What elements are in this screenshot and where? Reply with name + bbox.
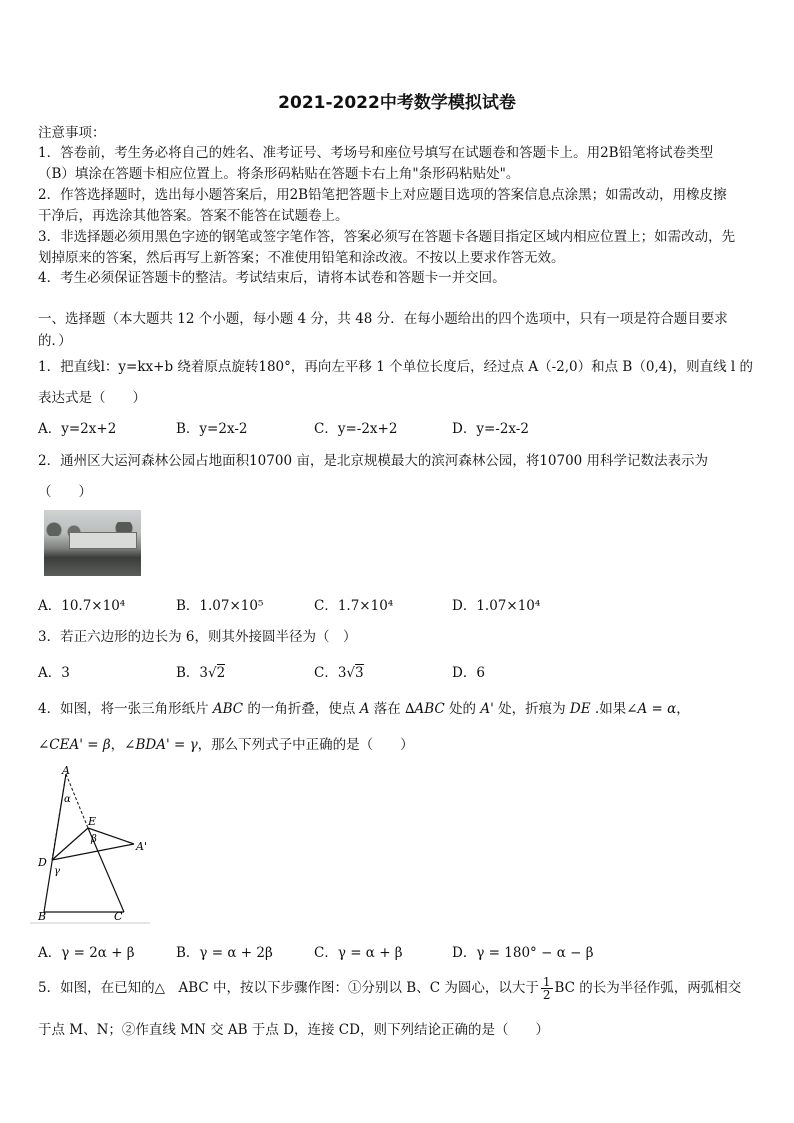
q4-math: A [359, 701, 370, 717]
q4-math: ∠BDA' = γ [124, 737, 198, 753]
q4-text: 落在 [369, 701, 406, 717]
q5-text: 5．如图，在已知的△ ABC 中，按以下步骤作图：①分别以 B、C 为圆心，以大于 [38, 980, 539, 996]
q2-option-b: B．1.07×10⁵ [176, 598, 264, 614]
q3-option-c-label: C．3 [314, 665, 347, 681]
q4-option-a: A．γ = 2α + β [38, 945, 135, 961]
q3-option-c [314, 661, 364, 681]
notice-line: 1．答卷前，考生务必将自己的姓名、准考证号、考场号和座位号填写在试题卷和答题卡上。用2B铅笔将试卷类型 [38, 145, 714, 161]
fraction-numerator: 1 [542, 975, 551, 989]
notice-line: 划掉原来的答案，然后再写上新答案；不准使用铅笔和涂改液。不按以上要求作答无效。 [38, 250, 565, 266]
park-photo [44, 510, 141, 576]
q4-text: ，那么下列式子中正确的是（ ） [197, 737, 414, 753]
q4-math: A' [480, 701, 494, 717]
q3-option-b-label: B．3 [176, 665, 209, 681]
q3-stem: 3．若正六边形的边长为 6，则其外接圆半径为（ ） [38, 629, 357, 645]
q4-text: ， [110, 737, 125, 753]
q4-text: 的一角折叠，使点 [243, 701, 360, 717]
q1-stem-cont: 表达式是（ ） [38, 390, 146, 406]
q2-option-a: A．10.7×10⁴ [38, 598, 126, 614]
label-c: C [114, 910, 123, 923]
q1-option-d: D．y=-2x-2 [452, 421, 529, 437]
label-beta: β [91, 834, 97, 845]
fraction-denominator: 2 [542, 988, 551, 1002]
q2-stem-cont: （ ） [38, 484, 92, 500]
q5-stem-cont: 于点 M、N；②作直线 MN 交 AB 于点 D，连接 CD，则下列结论正确的是（ ） [38, 1022, 549, 1038]
q4-text: 4．如图，将一张三角形纸片 [38, 701, 213, 717]
notice-line: 干净后，再选涂其他答案。答案不能答在试题卷上。 [38, 208, 349, 224]
q5-stem [38, 976, 741, 1001]
section-heading-cont: 的．） [38, 333, 72, 349]
notice-line: （B）填涂在答题卡相应位置上。将条形码粘贴在答题卡右上角"条形码粘贴处"。 [38, 166, 520, 182]
label-e: E [88, 815, 97, 828]
q4-text: 处的 [444, 701, 481, 717]
page-title: 2021-2022中考数学模拟试卷 [278, 93, 516, 113]
sqrt-sign: √ [346, 665, 356, 681]
label-d: D [38, 856, 47, 869]
q1-option-a: A．y=2x+2 [38, 421, 117, 437]
q4-math: ∆ABC [405, 701, 445, 717]
q4-math: ∠A = α [626, 701, 677, 717]
q1-option-c: C．y=-2x+2 [314, 421, 398, 437]
q3-option-b [176, 661, 225, 681]
q4-option-c: C．γ = α + β [314, 945, 403, 961]
notice-line: 4．考生必须保证答题卡的整洁。考试结束后，请将本试卷和答题卡一并交回。 [38, 270, 506, 286]
q3-option-b-radicand: 2 [216, 665, 226, 681]
notice-heading: 注意事项： [38, 125, 106, 141]
q4-text: .如果 [590, 701, 627, 717]
q5-text: BC 的长为半径作弧，两弧相交 [554, 980, 742, 996]
q2-option-c: C．1.7×10⁴ [314, 598, 394, 614]
fold-de [52, 828, 88, 860]
q2-option-d: D．1.07×10⁴ [452, 598, 541, 614]
fraction-half [541, 976, 553, 1001]
sqrt-sign: √ [208, 665, 217, 681]
q4-math: DE [569, 701, 591, 717]
q4-stem-cont [38, 733, 414, 753]
q2-stem: 2．通州区大运河森林公园占地面积10700 亩，是北京规模最大的滨河森林公园，将10700 用科学记数法表示为 [38, 453, 709, 469]
label-a-prime: A' [136, 840, 147, 853]
q4-stem [38, 697, 690, 717]
label-alpha: α [64, 794, 71, 805]
q4-math: ∠CEA' = β [38, 737, 111, 753]
q4-text: ， [676, 701, 690, 717]
section-heading: 一、选择题（本大题共 12 个小题，每小题 4 分，共 48 分．在每小题给出的四个选项中，只有一项是符合题目要求 [38, 311, 728, 327]
label-gamma: γ [54, 866, 60, 877]
q4-option-d: D．γ = 180° − α − β [452, 945, 594, 961]
q4-option-b: B．γ = α + 2β [176, 945, 273, 961]
q4-triangle-figure [30, 762, 160, 928]
notice-line: 3．非选择题必须用黑色字迹的钢笔或签字笔作答，答案必须写在答题卡各题目指定区域内相应位置上；如需改动，先 [38, 229, 736, 245]
q1-stem: 1．把直线l：y=kx+b 绕着原点旋转180°，再向左平移 1 个单位长度后，经过点 A（-2,0）和点 B（0,4)，则直线 l 的 [38, 359, 753, 375]
label-b: B [38, 910, 47, 923]
q4-text: 处，折痕为 [493, 701, 570, 717]
park-sign [69, 532, 137, 549]
q3-option-c-radicand: 3 [355, 665, 364, 681]
side-da-prime [52, 844, 134, 860]
notice-line: 2．作答选择题时，选出每小题答案后，用2B铅笔把答题卡上对应题目选项的答案信息点涂黑；如需改动，用橡皮擦 [38, 187, 727, 203]
q3-option-d: D．6 [452, 665, 485, 681]
q4-math: ABC [212, 701, 244, 717]
label-a: A [62, 764, 70, 777]
q1-option-b: B．y=2x-2 [176, 421, 248, 437]
q3-option-a: A．3 [38, 665, 70, 681]
